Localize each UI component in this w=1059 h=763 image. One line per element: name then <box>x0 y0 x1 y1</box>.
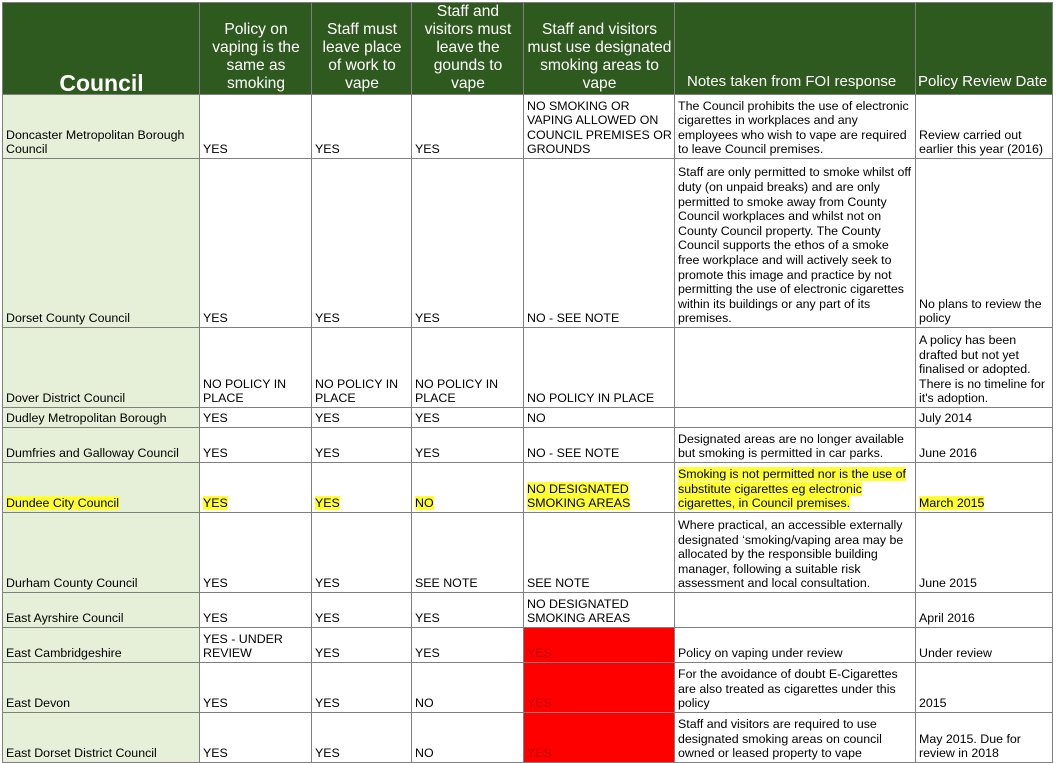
same-as-smoking-cell: YES - UNDER REVIEW <box>200 628 312 663</box>
same-as-smoking-cell: YES <box>200 593 312 628</box>
table-row <box>3 408 1053 428</box>
review-date-cell: June 2016 <box>916 428 1053 463</box>
highlighted-text: NO <box>415 496 434 511</box>
same-as-smoking-cell <box>200 463 312 513</box>
council-name <box>3 463 200 513</box>
review-date-cell <box>916 463 1053 513</box>
same-as-smoking-cell: NO POLICY IN PLACE <box>200 328 312 408</box>
notes-cell <box>675 408 916 428</box>
same-as-smoking-cell: YES <box>200 95 312 159</box>
designated-areas-cell-red: YES <box>524 663 675 713</box>
review-date-cell: 2015 <box>916 663 1053 713</box>
leave-work-cell: NO POLICY IN PLACE <box>312 328 412 408</box>
table-row <box>3 593 1053 628</box>
designated-areas-cell: NO - SEE NOTE <box>524 428 675 463</box>
leave-work-cell <box>312 463 412 513</box>
header-same-as-smoking: Policy on vaping is the same as smoking <box>200 3 312 95</box>
leave-work-cell: YES <box>312 593 412 628</box>
header-row <box>3 3 1053 95</box>
leave-grounds-cell: YES <box>412 95 524 159</box>
notes-cell: Staff and visitors are required to use designated smoking areas on council owned or leased property to vape <box>675 713 916 763</box>
leave-work-cell: YES <box>312 713 412 763</box>
review-date-cell: July 2014 <box>916 408 1053 428</box>
designated-areas-cell-red: YES <box>524 628 675 663</box>
leave-work-cell: YES <box>312 408 412 428</box>
header-review-date: Policy Review Date <box>916 3 1053 95</box>
header-leave-grounds: Staff and visitors must leave the gounds to vape <box>412 3 524 95</box>
review-date-cell: Review carried out earlier this year (2016) <box>916 95 1053 159</box>
notes-cell <box>675 328 916 408</box>
notes-cell: Where practical, an accessible externally designated ‘smoking/vaping area may be allocated by the responsible building manager, following a suitable risk assessment and local consultation. <box>675 513 916 593</box>
review-date-cell: Under review <box>916 628 1053 663</box>
table-row <box>3 159 1053 328</box>
same-as-smoking-cell: YES <box>200 428 312 463</box>
header-notes: Notes taken from FOI response <box>675 3 916 95</box>
notes-cell: The Council prohibits the use of electronic cigarettes in workplaces and any employees who wish to vape are required to leave Council premises. <box>675 95 916 159</box>
highlighted-text: Dundee City Council <box>6 496 119 511</box>
designated-areas-cell <box>524 463 675 513</box>
header-leave-work: Staff must leave place of work to vape <box>312 3 412 95</box>
leave-grounds-cell: YES <box>412 593 524 628</box>
table-row <box>3 628 1053 663</box>
leave-work-cell: YES <box>312 428 412 463</box>
leave-grounds-cell: SEE NOTE <box>412 513 524 593</box>
table-row <box>3 428 1053 463</box>
leave-grounds-cell: YES <box>412 159 524 328</box>
same-as-smoking-cell: YES <box>200 159 312 328</box>
notes-cell <box>675 463 916 513</box>
council-name: East Ayrshire Council <box>3 593 200 628</box>
designated-areas-cell: NO POLICY IN PLACE <box>524 328 675 408</box>
notes-cell: Designated areas are no longer available but smoking is permitted in car parks. <box>675 428 916 463</box>
designated-areas-cell: SEE NOTE <box>524 513 675 593</box>
leave-grounds-cell: YES <box>412 628 524 663</box>
leave-work-cell: YES <box>312 95 412 159</box>
council-name: Dumfries and Galloway Council <box>3 428 200 463</box>
council-vaping-policy-table <box>2 2 1053 763</box>
same-as-smoking-cell: YES <box>200 408 312 428</box>
highlighted-text: YES <box>203 496 228 511</box>
leave-grounds-cell <box>412 463 524 513</box>
council-name: Durham County Council <box>3 513 200 593</box>
table-row <box>3 513 1053 593</box>
table-row <box>3 713 1053 763</box>
leave-work-cell: YES <box>312 663 412 713</box>
leave-work-cell: YES <box>312 159 412 328</box>
designated-areas-cell: NO DESIGNATED SMOKING AREAS <box>524 593 675 628</box>
review-date-cell: May 2015. Due for review in 2018 <box>916 713 1053 763</box>
leave-grounds-cell: YES <box>412 428 524 463</box>
notes-cell: Staff are only permitted to smoke whilst off duty (on unpaid breaks) and are only permitted to smoke away from County Council workplaces and whilst not on County Council property. The County Council supports the ethos of a smoke free workplace and will actively seek to promote this image and practice by not permitting the use of electronic cigarettes within its buildings or any part of its premises. <box>675 159 916 328</box>
council-name: East Cambridgeshire <box>3 628 200 663</box>
highlighted-text: YES <box>315 496 340 511</box>
leave-grounds-cell: NO <box>412 663 524 713</box>
council-name: Dorset County Council <box>3 159 200 328</box>
designated-areas-cell: NO - SEE NOTE <box>524 159 675 328</box>
review-date-cell: No plans to review the policy <box>916 159 1053 328</box>
same-as-smoking-cell: YES <box>200 513 312 593</box>
designated-areas-cell-red: YES <box>524 713 675 763</box>
review-date-cell: April 2016 <box>916 593 1053 628</box>
notes-cell: For the avoidance of doubt E-Cigarettes are also treated as cigarettes under this policy <box>675 663 916 713</box>
council-name: East Dorset District Council <box>3 713 200 763</box>
leave-grounds-cell: YES <box>412 408 524 428</box>
header-designated-areas: Staff and visitors must use designated smoking areas to vape <box>524 3 675 95</box>
leave-work-cell: YES <box>312 513 412 593</box>
same-as-smoking-cell: YES <box>200 663 312 713</box>
notes-cell: Policy on vaping under review <box>675 628 916 663</box>
leave-grounds-cell: NO <box>412 713 524 763</box>
leave-grounds-cell: NO POLICY IN PLACE <box>412 328 524 408</box>
table-row-highlighted <box>3 463 1053 513</box>
designated-areas-cell: NO <box>524 408 675 428</box>
council-name: Dudley Metropolitan Borough <box>3 408 200 428</box>
review-date-cell: June 2015 <box>916 513 1053 593</box>
council-name: Dover District Council <box>3 328 200 408</box>
same-as-smoking-cell: YES <box>200 713 312 763</box>
leave-work-cell: YES <box>312 628 412 663</box>
highlighted-text: Smoking is not permitted nor is the use of substitute cigarettes eg electronic cigarettes, in Council premises. <box>678 467 906 511</box>
table-row <box>3 95 1053 159</box>
council-name: East Devon <box>3 663 200 713</box>
review-date-cell: A policy has been drafted but not yet finalised or adopted. There is no timeline for it's adoption. <box>916 328 1053 408</box>
highlighted-text: NO DESIGNATED SMOKING AREAS <box>527 481 631 511</box>
council-name: Doncaster Metropolitan Borough Council <box>3 95 200 159</box>
header-council: Council <box>3 3 200 95</box>
designated-areas-cell: NO SMOKING OR VAPING ALLOWED ON COUNCIL PREMISES OR GROUNDS <box>524 95 675 159</box>
table-row <box>3 663 1053 713</box>
highlighted-text: March 2015 <box>919 496 985 511</box>
table-row <box>3 328 1053 408</box>
notes-cell <box>675 593 916 628</box>
